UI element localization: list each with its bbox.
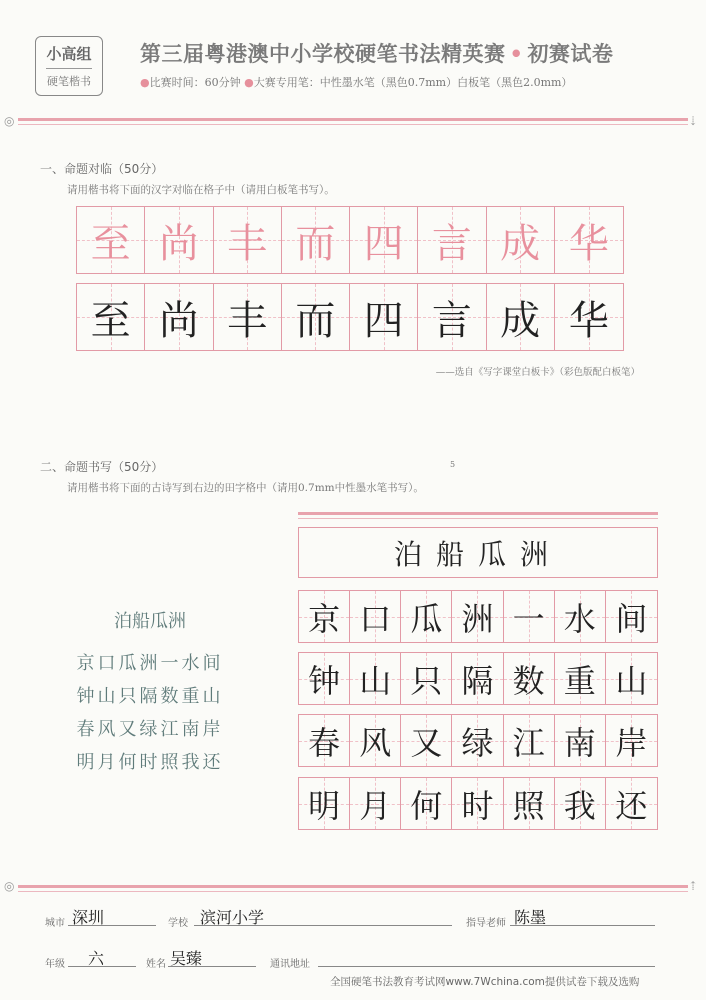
grid-char: 成 [500,220,541,267]
grid-char: 四 [363,220,404,267]
grade-label: 年级 [45,959,65,970]
grid-cell [606,778,657,829]
city-value: 深圳 [72,908,105,927]
grid-char: 水 [563,599,596,638]
grid-cell [452,653,503,704]
grid-char: 南 [563,723,596,762]
grid-char: 华 [568,220,609,267]
grid-char: 口 [359,599,392,638]
time-text: 比赛时间：60分钟 [149,76,241,89]
grid-char: 隔 [461,661,494,700]
grid-char: 瓜 [410,599,443,638]
grid-char: 京 [308,599,341,638]
address-underline [318,966,655,967]
grid-char: 山 [615,661,648,700]
poem-line: 春风又绿江南岸 [76,719,224,740]
grid-cell [555,207,623,273]
poem-grid-row [298,652,658,705]
grade-underline [68,966,136,967]
footer-rule-thin [18,891,688,892]
city-underline [68,925,156,926]
grid-cell [452,715,503,766]
grid-cell [350,715,401,766]
grid-cell [504,715,555,766]
grid-cell [555,591,606,642]
grid-cell [401,653,452,704]
grid-cell [350,207,418,273]
grid-char: 山 [359,661,392,700]
school-value: 滨河小学 [200,908,265,927]
exam-subtitle [140,74,572,90]
grid-char: 尚 [158,220,199,267]
grid-cell [418,284,486,350]
grid-cell [77,284,145,350]
grid-cell [401,715,452,766]
page-title [140,38,613,68]
grid-char: 风 [359,723,392,762]
grid-cell [299,715,350,766]
grid-cell [77,207,145,273]
section1-heading: 一、命题对临（50分） [40,162,164,176]
section2-heading: 二、命题书写（50分） [40,460,164,474]
grade-value: 六 [88,949,105,968]
name-underline [168,966,256,967]
grid-cell [418,207,486,273]
title-main: 第三届粤港澳中小学校硬笔书法精英赛 [140,42,506,66]
arrow-down-icon: ⇣ [688,114,699,128]
header-rule [18,118,688,121]
grid-cell [299,778,350,829]
grid-char: 言 [431,297,472,344]
grid-char: 何 [410,786,443,825]
source-citation: ——选自《写字课堂白板卡》（彩色版配白板笔） [435,367,640,378]
answer-top-rule-thin [298,518,658,519]
website-footer: 全国硬笔书法教育考试网www.7Wchina.com提供试卷下载及选购 [330,976,640,988]
grid-cell [504,591,555,642]
grid-cell [282,207,350,273]
grid-cell [350,284,418,350]
grid-cell [282,284,350,350]
teacher-value: 陈墨 [514,908,547,927]
name-label: 姓名 [146,959,166,970]
grid-cell [350,591,401,642]
section2-instruction: 请用楷书将下面的古诗写到右边的田字格中（请用0.7mm中性墨水笔书写）。 [67,482,424,494]
city-label: 城市 [45,918,65,929]
grid-cell [555,284,623,350]
poem-title: 泊船瓜洲 [114,611,186,632]
grid-char: 我 [563,786,596,825]
grid-char: 时 [461,786,494,825]
grid-char: 间 [615,599,648,638]
grid-cell [606,591,657,642]
poem-line: 明月何时照我还 [76,752,224,773]
grid-cell [350,778,401,829]
grid-cell [555,778,606,829]
grid-char: 尚 [158,297,199,344]
group-badge [35,36,103,96]
grid-cell [299,653,350,704]
grid-char: 岸 [615,723,648,762]
badge-type: 硬笔楷书 [47,75,91,88]
grid-char: 华 [568,297,609,344]
written-title-box: 泊船瓜洲 [298,527,658,578]
grid-cell [555,715,606,766]
teacher-label: 指导老师 [466,918,506,929]
name-value: 吴臻 [170,949,203,968]
model-grid-row [76,206,624,274]
copy-grid-row [76,283,624,351]
grid-char: 绿 [461,723,494,762]
grid-char: 一 [512,599,545,638]
grid-cell [350,653,401,704]
grid-cell [145,207,213,273]
arrow-up-icon: ⇡ [688,879,699,893]
poem-grid-row [298,590,658,643]
grid-char: 照 [512,786,545,825]
grid-cell [606,715,657,766]
poem-line: 京口瓜洲一水间 [76,653,224,674]
grid-cell [606,653,657,704]
grid-cell [487,284,555,350]
grid-char: 丰 [227,220,268,267]
badge-group: 小高组 [46,43,91,69]
grid-cell [401,778,452,829]
poem-grid-row [298,777,658,830]
school-underline [194,925,452,926]
grid-cell [452,778,503,829]
swirl-icon: ◎ [4,114,15,128]
grid-char: 还 [615,786,648,825]
page-number: 5 [450,460,456,469]
grid-cell [299,591,350,642]
header-rule-thin [18,124,688,125]
grid-char: 只 [410,661,443,700]
grid-char: 至 [90,220,131,267]
poem-grid-row [298,714,658,767]
answer-top-rule [298,512,658,515]
grid-char: 数 [512,661,545,700]
title-dot: • [509,42,524,66]
grid-char: 而 [295,297,336,344]
grid-cell [452,591,503,642]
poem-line: 钟山只隔数重山 [76,686,224,707]
grid-cell [487,207,555,273]
grid-cell [214,284,282,350]
grid-char: 月 [359,786,392,825]
bullet-icon: ● [244,76,254,89]
title-tail: 初赛试卷 [527,42,614,66]
grid-char: 洲 [461,599,494,638]
grid-char: 至 [90,297,131,344]
pen-text: 大赛专用笔：中性墨水笔（黑色0.7mm）白板笔（黑色2.0mm） [253,76,573,89]
grid-cell [401,591,452,642]
grid-cell [504,778,555,829]
grid-char: 四 [363,297,404,344]
poem-reference [50,607,250,779]
grid-char: 重 [563,661,596,700]
grid-cell [555,653,606,704]
grid-char: 又 [410,723,443,762]
grid-cell [504,653,555,704]
address-label: 通讯地址 [270,959,310,970]
teacher-underline [510,925,655,926]
grid-char: 江 [512,723,545,762]
section1-instruction: 请用楷书将下面的汉字对临在格子中（请用白板笔书写）。 [67,184,335,196]
grid-cell [214,207,282,273]
grid-char: 钟 [308,661,341,700]
grid-char: 言 [431,220,472,267]
swirl-icon: ◎ [4,879,15,893]
school-label: 学校 [168,918,188,929]
grid-cell [145,284,213,350]
grid-char: 春 [308,723,341,762]
grid-char: 而 [295,220,336,267]
grid-char: 明 [308,786,341,825]
grid-char: 丰 [227,297,268,344]
grid-char: 成 [500,297,541,344]
footer-rule [18,885,688,888]
bullet-icon: ● [140,76,150,89]
